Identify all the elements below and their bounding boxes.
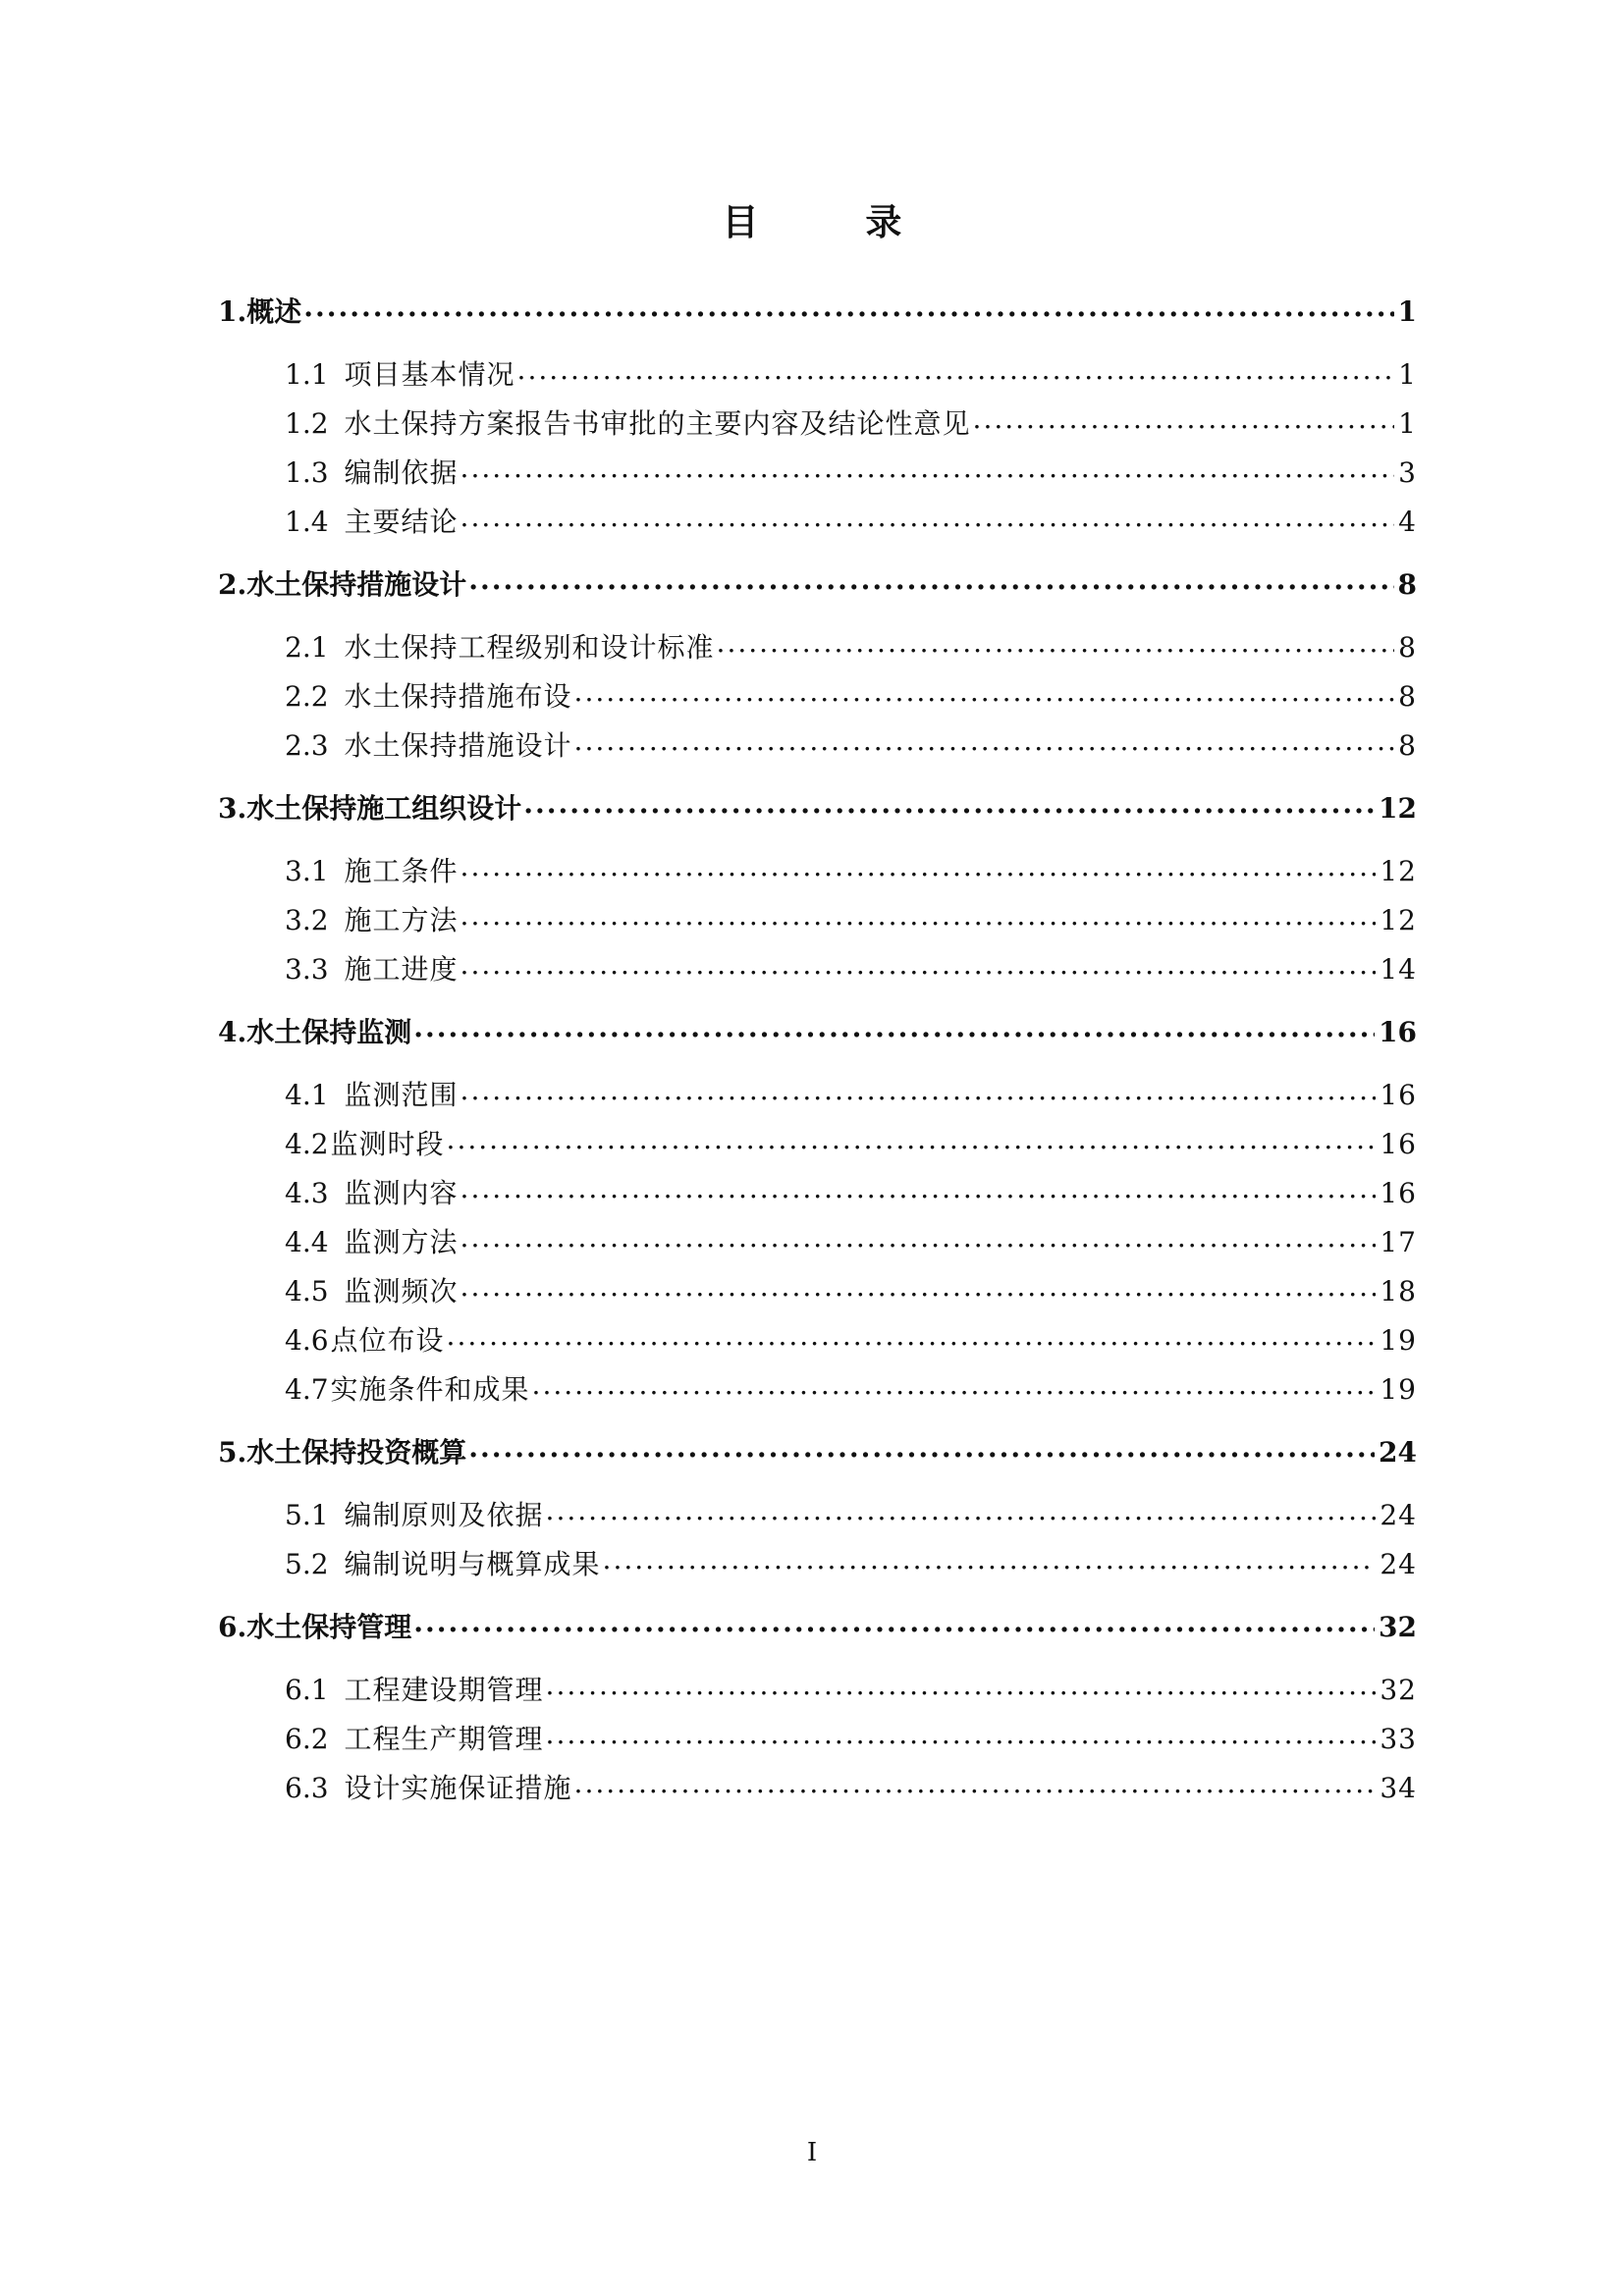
toc-section-6[interactable] [218, 1606, 1417, 1645]
toc-item-label: 工程生产期管理 [344, 1723, 544, 1755]
toc-item-label: 监测内容 [344, 1177, 459, 1209]
dot-leader [603, 1546, 1377, 1574]
toc-section-label: 6.水土保持管理 [218, 1611, 412, 1643]
toc-item-label: 编制原则及依据 [344, 1499, 544, 1531]
dot-leader [523, 790, 1375, 818]
dot-leader [460, 504, 1395, 531]
toc-item-label: 监测时段 [330, 1128, 445, 1160]
dot-leader [460, 1077, 1377, 1104]
toc-page-number: 8 [1397, 568, 1417, 601]
toc-page-number: 17 [1380, 1226, 1417, 1258]
dot-leader [574, 678, 1395, 706]
toc-item-number: 2.2 [285, 680, 329, 713]
toc-section-5[interactable] [218, 1431, 1417, 1470]
toc-item-number: 5.1 [285, 1499, 329, 1531]
page-number-footer: I [806, 2138, 818, 2167]
toc-item-number: 6.3 [285, 1772, 329, 1804]
dot-leader [532, 1371, 1377, 1399]
toc-item-number: 4.6 [285, 1324, 329, 1357]
toc-section-label: 1.概述 [218, 295, 302, 328]
toc-section-2[interactable] [218, 563, 1417, 603]
table-of-contents [218, 291, 1417, 1816]
toc-item-label: 监测范围 [344, 1079, 459, 1111]
toc-page-number: 1 [1398, 358, 1417, 391]
toc-item-3-2[interactable] [218, 899, 1417, 938]
toc-item-4-6[interactable] [218, 1319, 1417, 1359]
toc-item-label: 点位布设 [330, 1324, 445, 1357]
toc-item-2-3[interactable] [218, 724, 1417, 764]
toc-item-number: 2.1 [285, 631, 329, 664]
toc-item-number: 4.7 [285, 1373, 329, 1406]
toc-item-number: 4.4 [285, 1226, 329, 1258]
toc-page-number: 19 [1380, 1373, 1417, 1406]
dot-leader [717, 629, 1395, 657]
toc-page-number: 16 [1379, 1016, 1417, 1048]
toc-section-1[interactable] [218, 291, 1417, 330]
toc-page-number: 1 [1397, 295, 1417, 328]
toc-item-number: 5.2 [285, 1548, 329, 1580]
toc-item-1-1[interactable] [218, 353, 1417, 393]
dot-leader [447, 1126, 1377, 1153]
toc-page-number: 8 [1398, 729, 1417, 762]
toc-item-label: 实施条件和成果 [330, 1373, 530, 1406]
dot-leader [447, 1322, 1377, 1350]
toc-item-label: 编制说明与概算成果 [344, 1548, 601, 1580]
toc-item-label: 工程建设期管理 [344, 1674, 544, 1706]
dot-leader [413, 1609, 1375, 1636]
toc-page-number: 19 [1380, 1324, 1417, 1357]
toc-section-4[interactable] [218, 1011, 1417, 1050]
dot-leader [460, 951, 1377, 979]
toc-item-2-2[interactable] [218, 675, 1417, 715]
toc-item-label: 设计实施保证措施 [344, 1772, 572, 1804]
toc-item-4-1[interactable] [218, 1074, 1417, 1113]
dot-leader [460, 853, 1377, 881]
toc-item-6-3[interactable] [218, 1767, 1417, 1806]
toc-item-number: 2.3 [285, 729, 329, 762]
toc-page-number: 3 [1398, 456, 1417, 489]
dot-leader [468, 1434, 1375, 1462]
toc-page-number: 32 [1380, 1674, 1417, 1706]
toc-item-number: 3.1 [285, 855, 329, 887]
dot-leader [460, 454, 1395, 482]
toc-item-1-3[interactable] [218, 452, 1417, 491]
toc-item-number: 4.5 [285, 1275, 329, 1308]
toc-item-label: 主要结论 [344, 506, 459, 538]
toc-page-number: 16 [1380, 1128, 1417, 1160]
dot-leader [973, 405, 1395, 433]
toc-item-label: 水土保持措施布设 [344, 680, 572, 713]
toc-item-number: 1.2 [285, 407, 329, 440]
toc-item-label: 编制依据 [344, 456, 459, 489]
toc-item-label: 水土保持措施设计 [344, 729, 572, 762]
toc-item-label: 监测方法 [344, 1226, 459, 1258]
toc-item-2-1[interactable] [218, 626, 1417, 666]
toc-item-number: 3.3 [285, 953, 329, 986]
toc-item-6-1[interactable] [218, 1669, 1417, 1708]
toc-page-number: 24 [1379, 1436, 1417, 1468]
toc-page-number: 12 [1379, 792, 1417, 825]
dot-leader [517, 356, 1395, 384]
toc-section-label: 5.水土保持投资概算 [218, 1436, 467, 1468]
toc-item-label: 水土保持方案报告书审批的主要内容及结论性意见 [344, 407, 971, 440]
dot-leader [460, 1273, 1377, 1301]
toc-page-number: 32 [1379, 1611, 1417, 1643]
toc-item-3-3[interactable] [218, 948, 1417, 988]
dot-leader [460, 1224, 1377, 1252]
toc-title: 目 录 [722, 200, 949, 243]
toc-item-label: 施工进度 [344, 953, 459, 986]
toc-page-number: 33 [1380, 1723, 1417, 1755]
dot-leader [546, 1497, 1377, 1524]
dot-leader [303, 294, 1393, 321]
toc-page-number: 24 [1380, 1499, 1417, 1531]
toc-item-label: 监测频次 [344, 1275, 459, 1308]
toc-item-label: 水土保持工程级别和设计标准 [344, 631, 715, 664]
dot-leader [460, 1175, 1377, 1202]
toc-page-number: 18 [1380, 1275, 1417, 1308]
dot-leader [546, 1672, 1377, 1699]
toc-page-number: 16 [1380, 1177, 1417, 1209]
toc-item-1-2[interactable] [218, 402, 1417, 442]
toc-page-number: 24 [1380, 1548, 1417, 1580]
toc-page-number: 16 [1380, 1079, 1417, 1111]
dot-leader [460, 902, 1377, 930]
toc-item-4-7[interactable] [218, 1368, 1417, 1408]
toc-item-number: 4.2 [285, 1128, 329, 1160]
toc-item-5-2[interactable] [218, 1543, 1417, 1582]
toc-page-number: 8 [1398, 680, 1417, 713]
toc-item-label: 施工方法 [344, 904, 459, 936]
toc-page-number: 12 [1380, 855, 1417, 887]
toc-section-3[interactable] [218, 787, 1417, 827]
toc-item-number: 3.2 [285, 904, 329, 936]
dot-leader [574, 1770, 1377, 1797]
dot-leader [546, 1721, 1377, 1748]
dot-leader [413, 1014, 1375, 1041]
toc-page-number: 8 [1398, 631, 1417, 664]
toc-section-label: 2.水土保持措施设计 [218, 568, 467, 601]
toc-page-number: 12 [1380, 904, 1417, 936]
toc-page-number: 1 [1398, 407, 1417, 440]
toc-item-4-3[interactable] [218, 1172, 1417, 1211]
toc-item-number: 1.1 [285, 358, 329, 391]
toc-item-4-4[interactable] [218, 1221, 1417, 1260]
toc-item-label: 施工条件 [344, 855, 459, 887]
toc-item-number: 6.1 [285, 1674, 329, 1706]
toc-item-3-1[interactable] [218, 850, 1417, 889]
toc-item-4-2[interactable] [218, 1123, 1417, 1162]
toc-item-6-2[interactable] [218, 1718, 1417, 1757]
dot-leader [574, 727, 1395, 755]
toc-item-1-4[interactable] [218, 501, 1417, 540]
toc-item-4-5[interactable] [218, 1270, 1417, 1309]
toc-item-number: 4.1 [285, 1079, 329, 1111]
toc-item-5-1[interactable] [218, 1494, 1417, 1533]
toc-page-number: 14 [1380, 953, 1417, 986]
toc-item-label: 项目基本情况 [344, 358, 515, 391]
toc-item-number: 1.3 [285, 456, 329, 489]
toc-item-number: 4.3 [285, 1177, 329, 1209]
toc-section-label: 3.水土保持施工组织设计 [218, 792, 522, 825]
toc-item-number: 6.2 [285, 1723, 329, 1755]
dot-leader [468, 566, 1393, 594]
toc-page-number: 4 [1398, 506, 1417, 538]
toc-item-number: 1.4 [285, 506, 329, 538]
toc-section-label: 4.水土保持监测 [218, 1016, 412, 1048]
toc-page-number: 34 [1380, 1772, 1417, 1804]
